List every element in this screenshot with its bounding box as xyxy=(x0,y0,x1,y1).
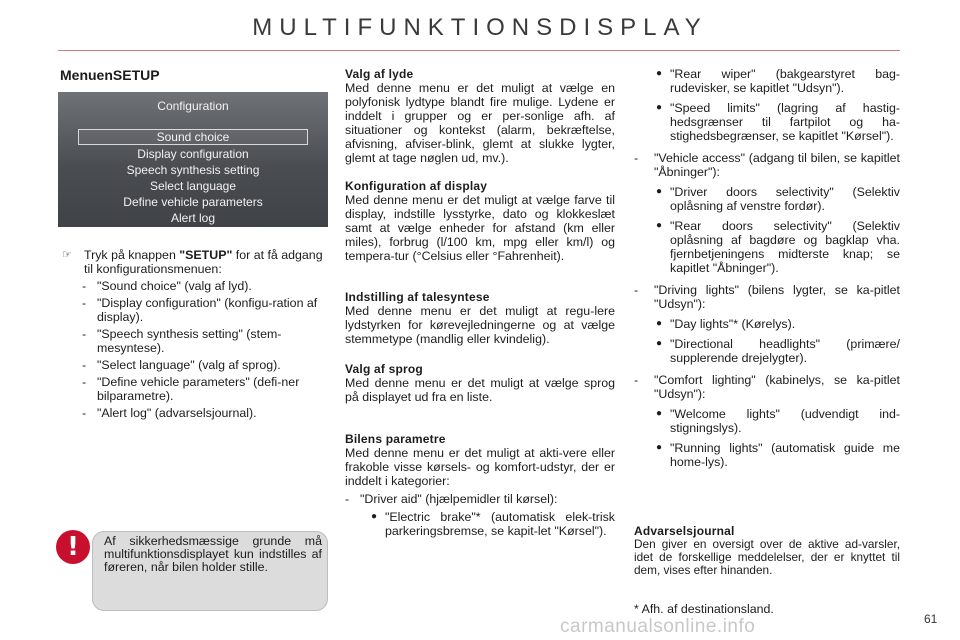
warning-text: Af sikkerhedsmæssige grunde må multifunktionsdisplayet kun indstilles af føreren, når bilen holder stille. xyxy=(104,534,322,574)
footnote: * Afh. af destinationsland. xyxy=(634,602,774,616)
list-item: - "Select language" (valg af sprog). xyxy=(82,358,281,372)
top-bullets xyxy=(634,67,900,143)
group-driving-lights: - "Driving lights" (bilens lygter, se ka-pitlet "Udsyn"): xyxy=(634,283,900,311)
group-items xyxy=(634,185,900,275)
group-label: "Driving lights" (bilens lygter, se ka-pitlet "Udsyn"): xyxy=(654,283,900,311)
list-item: ● "Driver doors selectivity" (Selektiv oplåsning af venstre fordør). xyxy=(656,185,900,213)
alert-log-text: Den giver en oversigt over de aktive ad-varsler, idet de forskellige meddelelser, der er knyttet til dem, vises efter hinanden. xyxy=(634,537,900,577)
setup-descriptions xyxy=(345,67,615,538)
section-text: Med denne menu er det muligt at vælge farve til display, indstille lysstyrke, dato og klokkeslæt samt at vælge enheder for afstand (km eller miles), forbrug (l/100 km, mpg eller km/l) og tempera-tur (°Celsius eller °Fahrenheit). xyxy=(345,193,615,263)
section-sound xyxy=(345,67,615,165)
group-comfort-lighting: - "Comfort lighting" (kabinelys, se ka-pitlet "Udsyn"): xyxy=(634,373,900,401)
screen-item-vehicle-parameters: Define vehicle parameters xyxy=(123,195,263,209)
exclamation-warning-icon: ! xyxy=(56,530,90,564)
section-language xyxy=(345,362,615,404)
screen-item-alert-log: Alert log xyxy=(170,211,216,225)
list-item: ● "Welcome lights" (udvendigt ind-stigningslys). xyxy=(656,407,900,435)
intro-before: Tryk på knappen xyxy=(84,248,180,262)
list-item: ● "Day lights"* (Kørelys). xyxy=(656,317,796,331)
vehicle-parameter-list xyxy=(634,67,900,469)
list-item: - "Driver aid" (hjælpemidler til kørsel): xyxy=(345,492,558,506)
section-heading: Valg af sprog xyxy=(345,362,423,376)
list-item: - "Display configuration" (konfigu-ration af display). xyxy=(82,296,318,324)
group-label: "Vehicle access" (adgang til bilen, se kapitlet "Åbninger"): xyxy=(654,151,900,179)
setup-intro xyxy=(60,248,328,276)
bullet-text: "Driver doors selectivity" (Selektiv oplåsning af venstre fordør). xyxy=(670,185,900,213)
option-text: "Display configuration" (konfigu-ration af display). xyxy=(97,296,318,324)
section-heading: Valg af lyde xyxy=(345,67,414,81)
driver-aid-text: "Driver aid" (hjælpemidler til kørsel): xyxy=(360,492,558,506)
screen-item-select-language: Select language xyxy=(149,179,237,193)
option-text: "Sound choice" (valg af lyd). xyxy=(97,279,252,293)
section-heading: Bilens parametre xyxy=(345,432,446,446)
page-number: 61 xyxy=(924,612,938,626)
list-item: - "Speech synthesis setting" (stem-mesyntese). xyxy=(82,327,282,355)
section-text: Med denne menu er det muligt at regu-lere lydstyrken for kørevejledningerne og at vælge stemmetype (mandlig eller kvindelig). xyxy=(345,304,615,346)
screen-item-display-configuration: Display configuration xyxy=(137,147,249,161)
list-item: - "Define vehicle parameters" (defi-ner bilparametre). xyxy=(82,375,300,403)
setup-button-name: "SETUP" xyxy=(179,248,233,262)
list-item: ● "Electric brake"* (automatisk elek-trisk parkeringsbremse, se kapit-let "Kørsel"). xyxy=(371,510,615,538)
section-display xyxy=(345,179,615,263)
pointer-icon: ☞ xyxy=(62,249,72,261)
list-item: ● "Running lights" (automatisk guide me home-lys). xyxy=(656,441,900,469)
setup-instructions xyxy=(60,248,328,420)
screen-item-sound-choice: Sound choice xyxy=(78,129,308,145)
section-text: Med denne menu er det muligt at vælge en polyfonisk lydtype blandt fire mulige. Lydene er inddelt i grupper og er per-sonlige afh. af situationer og kontekst (alarm, bekræftelse, afvisning, afviser-blink, glemt at slukke lygter, glemt at tage nøglen ud, mv.). xyxy=(345,81,615,165)
title-divider xyxy=(58,50,900,51)
section-alert-log xyxy=(634,524,900,577)
list-item: ● "Directional headlights" (primære/ supplerende drejelygter). xyxy=(656,337,900,365)
option-text: "Define vehicle parameters" (defi-ner bilparametre). xyxy=(97,375,300,403)
bullet-text: "Running lights" (automatisk guide me home-lys). xyxy=(670,441,900,469)
bullet-text: "Day lights"* (Kørelys). xyxy=(670,317,796,331)
section-text: Med denne menu er det muligt at vælge sprog på displayet ud fra en liste. xyxy=(345,376,615,404)
section-vehicle-parameters xyxy=(345,432,615,538)
list-item: ● "Rear doors selectivity" (Selektiv oplåsning af bagdøre og bagklap vha. fjernbetjeningens midterste knap; se kapitlet "Åbninger"). xyxy=(656,219,900,275)
configuration-screen-image xyxy=(58,92,328,227)
group-items xyxy=(634,317,900,365)
bullet-text: "Rear doors selectivity" (Selektiv oplåsning af bagdøre og bagklap vha. fjernbetjeningens midterste knap; se kapitlet "Åbninger"). xyxy=(670,219,900,275)
section-heading: Indstilling af talesyntese xyxy=(345,290,490,304)
screen-item-speech-synthesis: Speech synthesis setting xyxy=(126,163,260,177)
bullet-text: "Welcome lights" (udvendigt ind-stigningslys). xyxy=(670,407,900,435)
option-text: "Select language" (valg af sprog). xyxy=(97,358,281,372)
bullet-text: "Directional headlights" (primære/ supplerende drejelygter). xyxy=(670,337,900,365)
option-text: "Speech synthesis setting" (stem-mesyntese). xyxy=(97,327,282,355)
intro-after: for at få adgang til konfigurationsmenuen: xyxy=(84,248,323,276)
option-text: "Alert log" (advarselsjournal). xyxy=(97,406,257,420)
alert-log-heading: Advarselsjournal xyxy=(634,524,735,538)
section-speech xyxy=(345,290,615,346)
screen-title: Configuration xyxy=(157,99,229,113)
list-item: ● "Speed limits" (lagring af hastig-hedsgrænser til fartpilot og ha-stighedsbegrænser, se kapitlet "Kørsel"). xyxy=(656,101,900,143)
page-title: MULTIFUNKTIONSDISPLAY xyxy=(252,14,708,41)
bullet-text: "Rear wiper" (bakgearstyret bag-rudevisker, se kapitlet "Udsyn"). xyxy=(670,67,900,95)
list-item: - "Sound choice" (valg af lyd). xyxy=(82,279,252,293)
menu-setup-heading: MenuenSETUP xyxy=(60,67,160,83)
section-heading: Konfiguration af display xyxy=(345,179,488,193)
watermark: carmanualsonline.info xyxy=(560,616,756,637)
group-label: "Comfort lighting" (kabinelys, se ka-pitlet "Udsyn"): xyxy=(654,373,900,401)
setup-options-list xyxy=(60,279,328,420)
section-text: Med denne menu er det muligt at akti-vere eller frakoble visse kørsels- og komfort-udstyr, der er inddelt i kategorier: xyxy=(345,446,615,488)
list-item: - "Alert log" (advarselsjournal). xyxy=(82,406,257,420)
electric-brake-text: "Electric brake"* (automatisk elek-trisk parkeringsbremse, se kapit-let "Kørsel"). xyxy=(385,510,615,538)
list-item: ● "Rear wiper" (bakgearstyret bag-rudevisker, se kapitlet "Udsyn"). xyxy=(656,67,900,95)
bullet-text: "Speed limits" (lagring af hastig-hedsgrænser til fartpilot og ha-stighedsbegrænser, se kapitlet "Kørsel"). xyxy=(670,101,900,143)
group-items xyxy=(634,407,900,469)
screen-menu-list xyxy=(58,129,328,226)
group-vehicle-access: - "Vehicle access" (adgang til bilen, se kapitlet "Åbninger"): xyxy=(634,151,900,179)
